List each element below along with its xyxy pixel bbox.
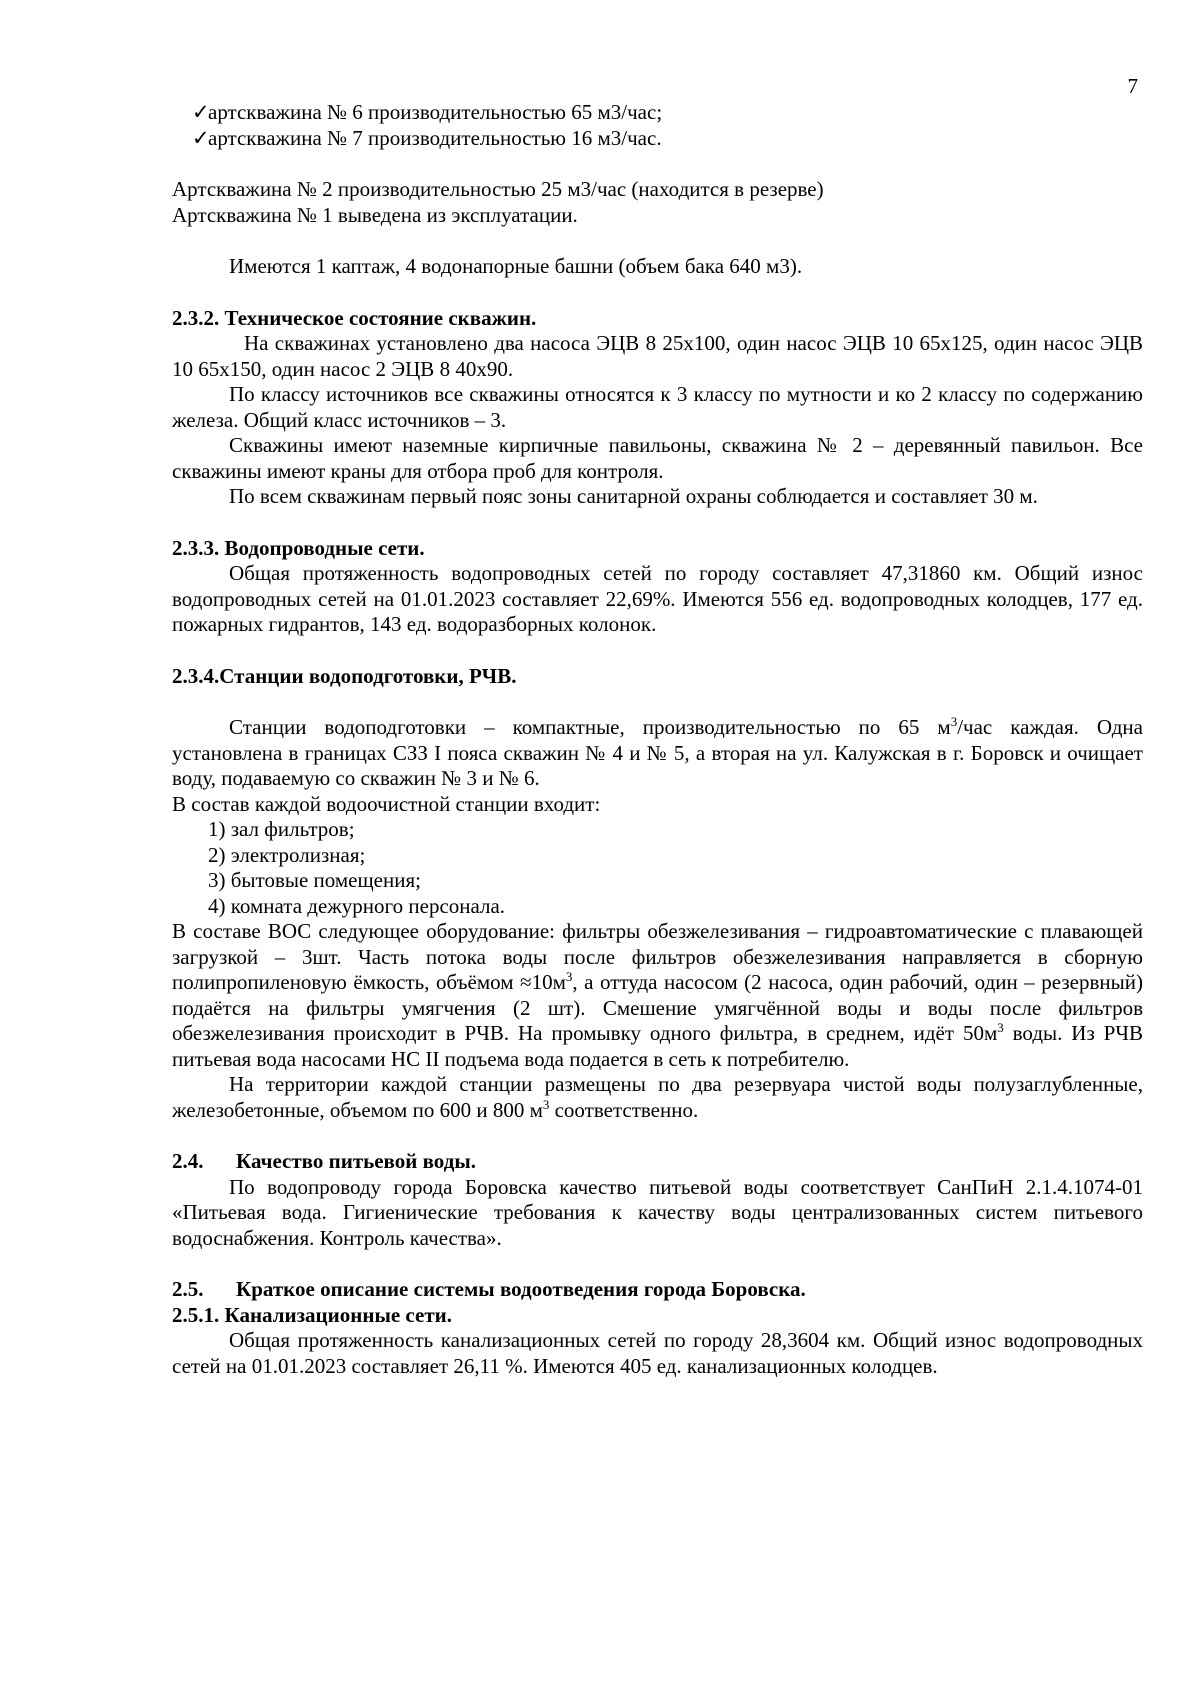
section-heading-2-3-3: 2.3.3. Водопроводные сети. <box>172 535 425 560</box>
composition-intro: В состав каждой водоочистной станции входит: <box>172 791 601 816</box>
section-heading-2-5-1: 2.5.1. Канализационные сети. <box>172 1302 452 1327</box>
list-item: 3) бытовые помещения; <box>208 868 421 892</box>
paragraph: На скважинах установлено два насоса ЭЦВ 8 25х100, один насос ЭЦВ 10 65х125, один насос ЭЦВ 10 65х150, один насос 2 ЭЦВ 8 40х90. <box>172 331 1143 381</box>
section-heading-2-4: 2.4. Качество питьевой воды. <box>172 1149 476 1173</box>
list-item: 1) зал фильтров; <box>208 817 355 841</box>
list-item: 2) электролизная; <box>208 842 366 867</box>
paragraph: По классу источников все скважины относятся к 3 классу по мутности и ко 2 классу по содержанию железа. Общий класс источников – 3. <box>172 382 1143 432</box>
paragraph: По всем скважинам первый пояс зоны санитарной охраны соблюдается и составляет 30 м. <box>229 484 1038 508</box>
document-body <box>172 100 1143 1379</box>
paragraph: На территории каждой станции размещены по два резервуара чистой воды полузаглубленные, железобетонные, объемом по 600 и 800 $м^3$ соответственно. <box>172 1072 1143 1122</box>
paragraph: Общая протяженность канализационных сетей по городу 28,3604 км. Общий износ водопроводных сетей на 01.01.2023 составляет 26,11 %. Имеются 405 ед. канализационных колодцев. <box>172 1328 1143 1378</box>
section-heading-2-3-2: 2.3.2. Техническое состояние скважин. <box>172 305 537 330</box>
paragraph: Скважины имеют наземные кирпичные павильоны, скважина № 2 – деревянный павильон. Все скважины имеют краны для отбора проб для контроля. <box>172 433 1143 483</box>
checkmark-icon: ✓ <box>192 100 210 124</box>
decommissioned-well-line: Артскважина № 1 выведена из эксплуатации. <box>172 202 578 227</box>
paragraph: В составе ВОС следующее оборудование: фильтры обезжелезивания – гидроавтоматические с плавающей загрузкой – 3шт. Часть потока воды после фильтров обезжелезивания направляется в сборную полипропиленовую ёмкость, объёмом $\approx 10м^3$, а оттуда насосом (2 насоса, один рабочий, один – резервный) подаётся на фильтры умягчения (2 шт). Смешение умягчённой воды и воды после фильтров обезжелезивания происходит в РЧВ. На промывку одного фильтра, в среднем, идёт $50м^3$ воды. Из РЧВ питьевая вода насосами НС II подъема вода подается в сеть к потребителю. <box>172 919 1143 1071</box>
list-item: ✓артскважина № 7 производительностью 16 м3/час. <box>192 125 662 150</box>
section-heading-2-3-4: 2.3.4.Станции водоподготовки, РЧВ. <box>172 663 517 688</box>
towers-line: Имеются 1 каптаж, 4 водонапорные башни (объем бака 640 м3). <box>229 254 803 278</box>
checkmark-icon: ✓ <box>192 125 210 150</box>
section-heading-2-5: 2.5. Краткое описание системы водоотведения города Боровска. <box>172 1277 806 1301</box>
list-item: ✓артскважина № 6 производительностью 65 м3/час; <box>192 100 663 124</box>
paragraph: Станции водоподготовки – компактные, производительностью по 65 $м^3$/час каждая. Одна установлена в границах СЗЗ I пояса скважин № 4 и № 5, а вторая на ул. Калужская в г. Боровск и очищает воду, подаваемую со скважин № 3 и № 6. <box>172 714 1143 790</box>
paragraph: По водопроводу города Боровска качество питьевой воды соответствует СанПиН 2.1.4.1074-01 «Питьевая вода. Гигиенические требования к качеству воды централизованных систем питьевого водоснабжения. Контроль качества». <box>172 1174 1143 1250</box>
paragraph: Общая протяженность водопроводных сетей по городу составляет 47,31860 км. Общий износ водопроводных сетей на 01.01.2023 составляет 22,69%. Имеются 556 ед. водопроводных колодцев, 177 ед. пожарных гидрантов, 143 ед. водоразборных колонок. <box>172 561 1143 636</box>
page-number: 7 <box>1127 74 1138 98</box>
list-item: 4) комната дежурного персонала. <box>208 893 506 918</box>
reserve-well-line: Артскважина № 2 производительностью 25 м3/час (находится в резерве) <box>172 177 824 201</box>
